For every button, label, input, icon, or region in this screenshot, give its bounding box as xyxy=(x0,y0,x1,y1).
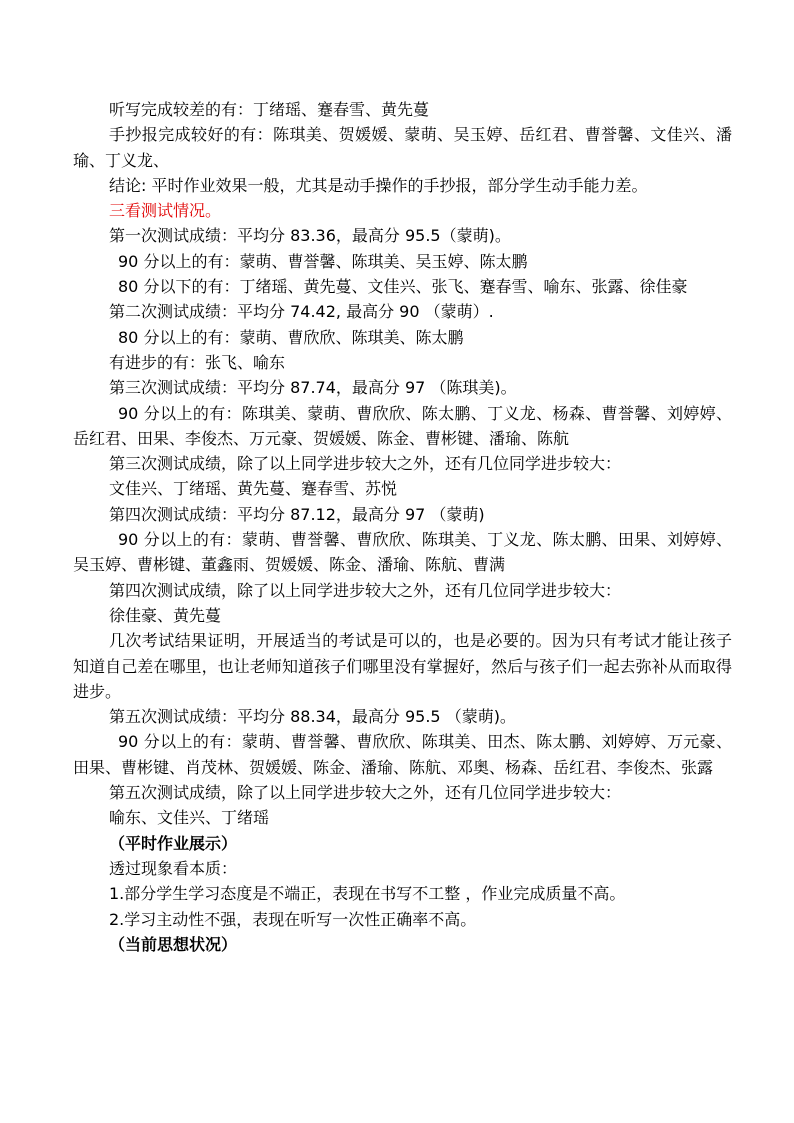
point-2-text: 2.学习主动性不强，表现在听写一次性正确率不高。 xyxy=(109,909,477,929)
exam-value-text: 几次考试结果证明，开展适当的考试是可以的，也是必要的。因为只有考试才能让孩子知道自己差在哪里，也让老师知道孩子们哪里没有掌握好，然后与孩子们一起去弥补从而取得进步。 xyxy=(73,631,732,701)
heading-homework-display: （平时作业展示） xyxy=(109,833,238,853)
conclusion-text: 结论: 平时作业效果一般，尤其是动手操作的手抄报，部分学生动手能力差。 xyxy=(109,175,648,195)
test4-note-text: 第四次测试成绩，除了以上同学进步较大之外，还有几位同学进步较大： xyxy=(109,580,622,600)
essence-intro-text: 透过现象看本质： xyxy=(109,858,238,878)
test1-above90-text: 90 分以上的有：蒙萌、曹誉馨、陈琪美、吴玉婷、陈太鹏 xyxy=(118,251,528,271)
test2-score-text: 第二次测试成绩：平均分 74.42, 最高分 90 （蒙萌）. xyxy=(109,302,494,322)
test1-score-text: 第一次测试成绩：平均分 83.36，最高分 95.5（蒙萌)。 xyxy=(109,226,511,246)
test2-above80-text: 80 分以上的有：蒙萌、曹欣欣、陈琪美、陈太鹏 xyxy=(118,327,464,347)
test3-names-text: 文佳兴、丁绪瑶、黄先蔓、蹇春雪、苏悦 xyxy=(109,479,398,499)
point-1-text: 1.部分学生学习态度是不端正，表现在书写不工整 ，作业完成质量不高。 xyxy=(109,884,626,904)
test5-names-text: 喻东、文佳兴、丁绪瑶 xyxy=(109,808,270,828)
test4-score-text: 第四次测试成绩：平均分 87.12，最高分 97 （蒙萌) xyxy=(109,504,485,524)
test5-above90-text: 90 分以上的有：蒙萌、曹誉馨、曹欣欣、陈琪美、田杰、陈太鹏、刘婷婷、万元豪、田果、曹彬键、肖茂林、贺媛媛、陈金、潘瑜、陈航、邓奥、杨森、岳红君、李俊杰、张露 xyxy=(73,732,732,777)
heading-current-thinking: （当前思想状况） xyxy=(109,934,238,954)
handcopy-good-text: 手抄报完成较好的有：陈琪美、贺媛媛、蒙萌、吴玉婷、岳红君、曹誉馨、文佳兴、潘瑜、丁义龙、 xyxy=(73,125,732,170)
test5-score-text: 第五次测试成绩：平均分 88.34，最高分 95.5 （蒙萌)。 xyxy=(109,707,516,727)
section-heading-tests: 三看测试情况。 xyxy=(109,201,222,221)
test3-note-text: 第三次测试成绩，除了以上同学进步较大之外，还有几位同学进步较大： xyxy=(109,454,622,474)
test5-note-text: 第五次测试成绩，除了以上同学进步较大之外，还有几位同学进步较大： xyxy=(109,783,622,803)
test3-score-text: 第三次测试成绩：平均分 87.74，最高分 97 （陈琪美)。 xyxy=(109,378,517,398)
test1-below80-text: 80 分以下的有：丁绪瑶、黄先蔓、文佳兴、张飞、蹇春雪、喻东、张露、徐佳豪 xyxy=(118,277,688,297)
dictation-poor-text: 听写完成较差的有：丁绪瑶、蹇春雪、黄先蔓 xyxy=(109,100,430,119)
test3-above90-text: 90 分以上的有：陈琪美、蒙萌、曹欣欣、陈太鹏、丁义龙、杨森、曹誉馨、刘婷婷、岳红君、田果、李俊杰、万元豪、贺媛媛、陈金、曹彬键、潘瑜、陈航 xyxy=(73,403,732,448)
test4-above90-text: 90 分以上的有：蒙萌、曹誉馨、曹欣欣、陈琪美、丁义龙、陈太鹏、田果、刘婷婷、吴玉婷、曹彬键、董鑫雨、贺媛媛、陈金、潘瑜、陈航、曹满 xyxy=(73,530,732,575)
test4-names-text: 徐佳豪、黄先蔓 xyxy=(109,605,222,625)
test2-progress-text: 有进步的有：张飞、喻东 xyxy=(109,352,286,372)
